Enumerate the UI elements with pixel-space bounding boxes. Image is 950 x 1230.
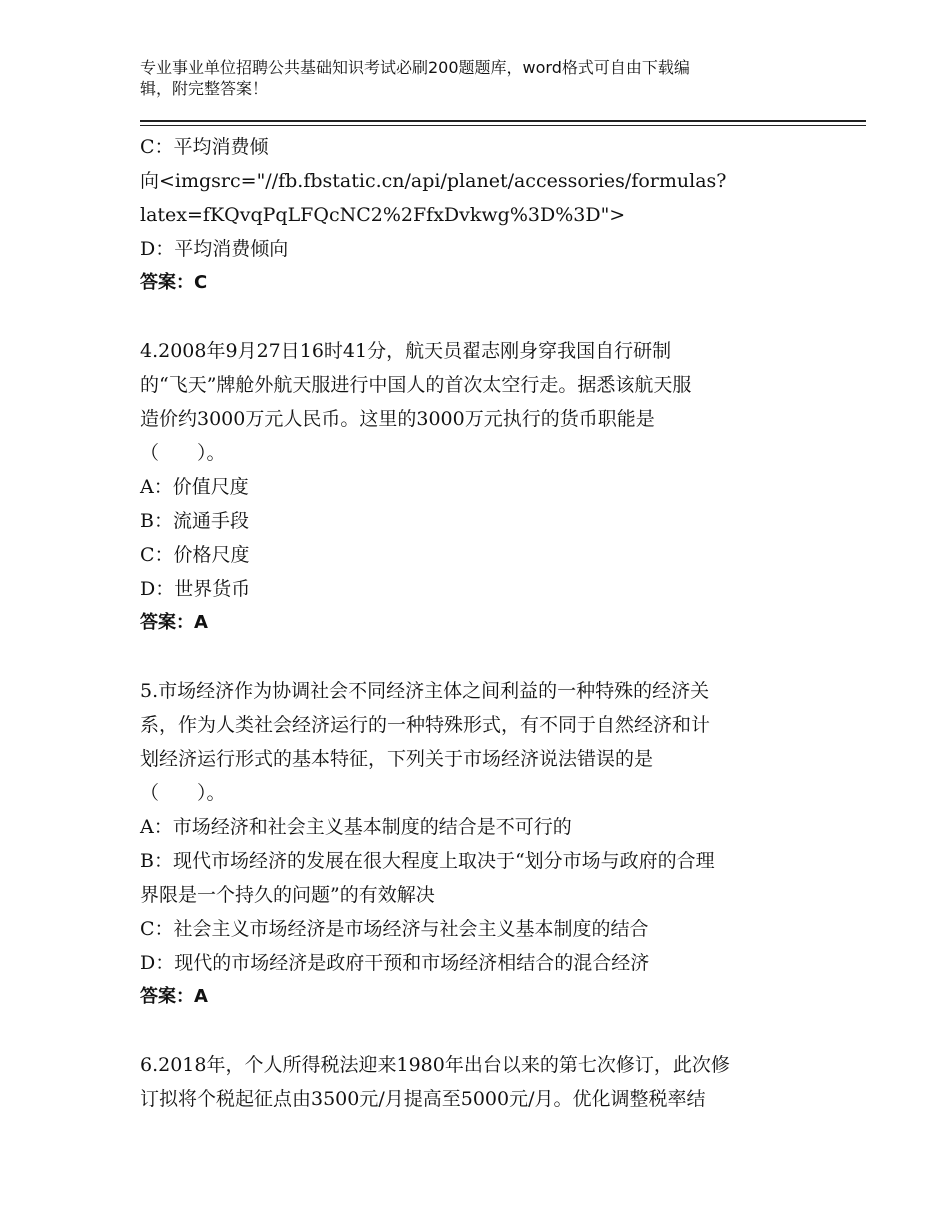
q3-option-c-line-1: C：平均消费倾 (140, 136, 269, 158)
spacer (140, 1014, 820, 1048)
q4-stem-line: 4.2008年9月27日16时41分，航天员翟志刚身穿我国自行研制 (140, 340, 672, 362)
q3-option-c-line-3: latex=fKQvqPqLFQcNC2%2FfxDvkwg%3D%3D"> (140, 204, 626, 226)
page-header (140, 57, 790, 99)
q5-option-b: B：现代市场经济的发展在很大程度上取决于“划分市场与政府的合理 (140, 850, 715, 872)
q4-stem-line: （ ）。 (140, 442, 226, 464)
question-content (140, 130, 820, 1116)
header-line-2: 辑，附完整答案！ (140, 79, 269, 98)
q5-option-c: C：社会主义市场经济是市场经济与社会主义基本制度的结合 (140, 918, 649, 940)
q4-option-c: C：价格尺度 (140, 544, 250, 566)
q5-stem-line: 5.市场经济作为协调社会不同经济主体之间利益的一种特殊的经济关 (140, 680, 710, 702)
header-rule-thick (140, 120, 866, 122)
question-4 (140, 334, 820, 640)
question-6 (140, 1048, 820, 1116)
q5-stem-line: 系，作为人类社会经济运行的一种特殊形式，有不同于自然经济和计 (140, 714, 711, 736)
q3-option-d: D：平均消费倾向 (140, 238, 289, 260)
spacer (140, 640, 820, 674)
q5-option-a: A：市场经济和社会主义基本制度的结合是不可行的 (140, 816, 572, 838)
question-5 (140, 674, 820, 1014)
q4-answer: 答案：A (140, 612, 208, 633)
q4-option-b: B：流通手段 (140, 510, 249, 532)
question-3-tail (140, 130, 820, 300)
q3-answer: 答案：C (140, 272, 208, 293)
spacer (140, 300, 820, 334)
q5-option-b-cont: 界限是一个持久的问题”的有效解决 (140, 884, 435, 906)
q6-stem-line: 订拟将个税起征点由3500元/月提高至5000元/月。优化调整税率结 (140, 1088, 706, 1110)
header-rule-thin (140, 125, 866, 126)
q4-stem-line: 造价约3000万元人民币。这里的3000万元执行的货币职能是 (140, 408, 655, 430)
q5-answer: 答案：A (140, 986, 208, 1007)
q6-stem-line: 6.2018年，个人所得税法迎来1980年出台以来的第七次修订，此次修 (140, 1054, 730, 1076)
q5-option-d: D：现代的市场经济是政府干预和市场经济相结合的混合经济 (140, 952, 650, 974)
q4-option-d: D：世界货币 (140, 578, 251, 600)
q5-stem-line: （ ）。 (140, 782, 226, 804)
q3-option-c-line-2: 向<imgsrc="//fb.fbstatic.cn/api/planet/accessories/formulas? (140, 170, 727, 192)
q5-stem-line: 划经济运行形式的基本特征，下列关于市场经济说法错误的是 (140, 748, 654, 770)
header-line-1: 专业事业单位招聘公共基础知识考试必刷200题题库，word格式可自由下载编 (140, 58, 690, 77)
q4-option-a: A：价值尺度 (140, 476, 249, 498)
q4-stem-line: 的“飞天”牌舱外航天服进行中国人的首次太空行走。据悉该航天服 (140, 374, 692, 396)
